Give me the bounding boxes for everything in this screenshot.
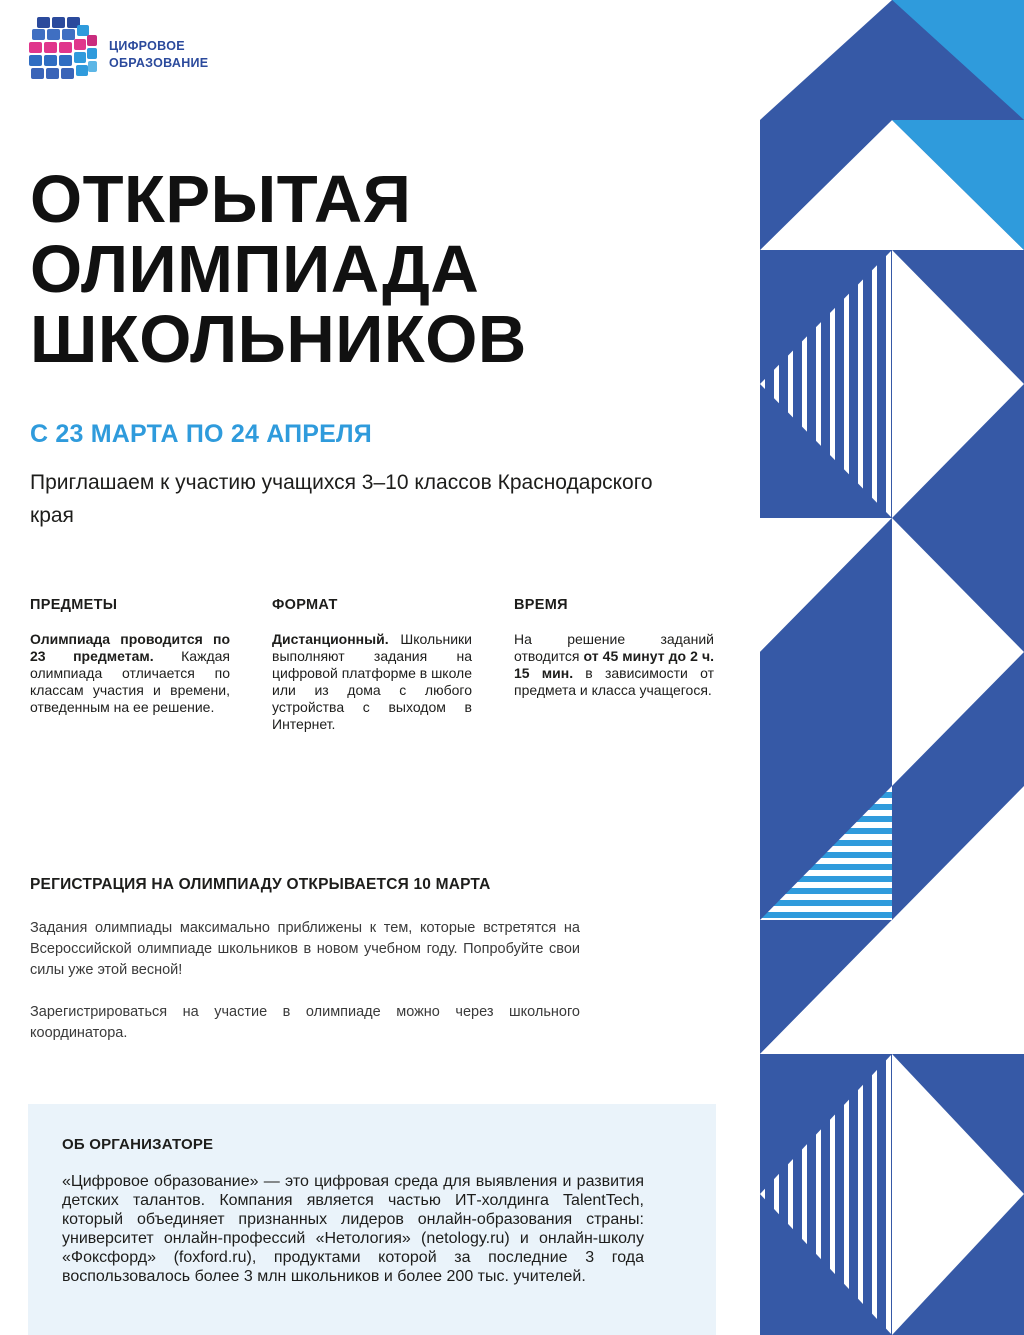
time-text [514, 631, 714, 699]
subjects-text [30, 631, 230, 716]
logo-cube-icon [27, 15, 101, 89]
time-bold: от 45 минут до 2 ч. 15 мин. [514, 648, 714, 681]
subjects-body: Каждая олимпиада отличается по классам участия и времени, отведенным на ее решение. [30, 648, 230, 715]
event-dates: С 23 МАРТА ПО 24 АПРЕЛЯ [30, 420, 372, 448]
subjects-bold: Олимпиада проводится по 23 предметам. [30, 631, 230, 664]
logo-line-2: ОБРАЗОВАНИЕ [109, 56, 209, 70]
logo [27, 15, 247, 95]
registration-heading: РЕГИСТРАЦИЯ НА ОЛИМПИАДУ ОТКРЫВАЕТСЯ 10 МАРТА [30, 876, 491, 893]
time-body-2: в зависимости от предмета и класса учащегося. [514, 665, 714, 698]
format-bold: Дистанционный. [272, 631, 389, 647]
subjects-heading: ПРЕДМЕТЫ [30, 597, 118, 613]
title-line-3: ШКОЛЬНИКОВ [30, 302, 527, 377]
time-body-1: На решение заданий отводится [514, 631, 714, 664]
logo-line-1: ЦИФРОВОЕ [109, 39, 185, 53]
title-line-2: ОЛИМПИАДА [30, 232, 480, 307]
registration-paragraph-1: Задания олимпиады максимально приближены к тем, которые встретятся на Всероссийской олимпиаде школьников в новом учебном году. Попробуйте свои силы уже этой весной! [30, 920, 580, 978]
decorative-pattern [760, 0, 1024, 1335]
organizer-text: «Цифровое образование» — это цифровая среда для выявления и развития детских талантов. Компания является частью ИТ-холдинга TalentTech, который объединяет признанных лидеров онлайн-образования страны: университет онлайн-профессий «Нетология» (netology.ru) и онлайн-школу «Фоксфорд» (foxford.ru), продуктами которой за последние 3 года воспользовалось более 3 млн школьников и более 200 тыс. учителей. [62, 1173, 644, 1285]
title-line-1: ОТКРЫТАЯ [30, 162, 412, 237]
format-heading: ФОРМАТ [272, 597, 338, 613]
organizer-heading: ОБ ОРГАНИЗАТОРЕ [62, 1136, 214, 1153]
format-column [272, 597, 472, 733]
invite-text: Приглашаем к участию учащихся 3–10 классов Краснодарского края [30, 471, 653, 527]
organizer-box [28, 1104, 716, 1335]
registration-paragraph-2: Зарегистрироваться на участие в олимпиаде можно через школьного координатора. [30, 1004, 580, 1041]
subjects-column [30, 597, 230, 716]
page-title [30, 162, 527, 377]
logo-text [109, 38, 208, 72]
format-text [272, 631, 472, 733]
time-heading: ВРЕМЯ [514, 597, 568, 613]
format-body: Школьники выполняют задания на цифровой платформе в школе или из дома с любого устройства с выходом в Интернет. [272, 631, 473, 732]
time-column [514, 597, 714, 699]
